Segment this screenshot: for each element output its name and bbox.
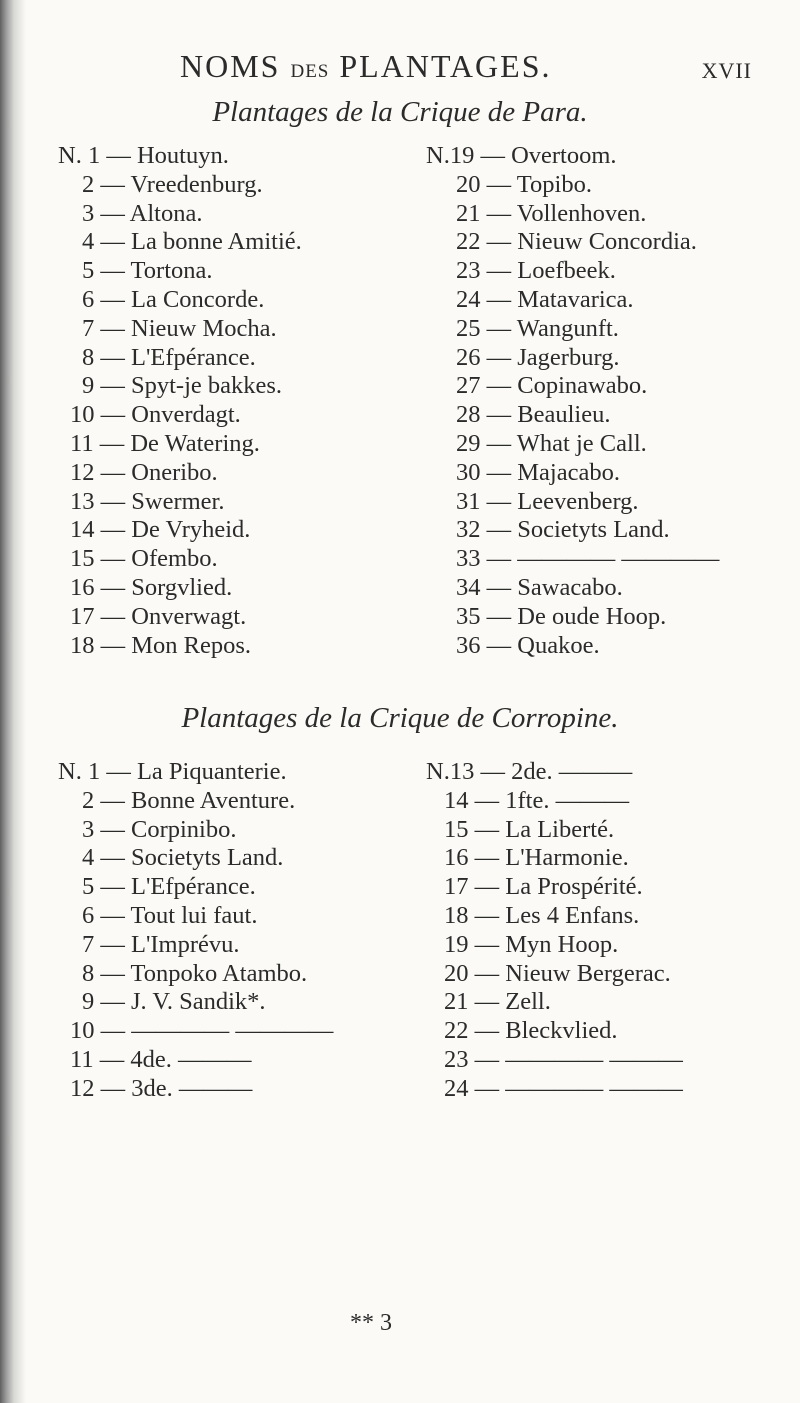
list-item: 5 — L'Efpérance. <box>82 873 256 901</box>
list-item: 21 — Vollenhoven. <box>456 199 647 227</box>
signature-mark: ** 3 <box>350 1310 392 1336</box>
list-item: N. 1 — Houtuyn. <box>58 142 229 169</box>
list-item: 4 — Societyts Land. <box>82 844 284 872</box>
list-item: 12 — Oneribo. <box>70 458 218 486</box>
list-item: 28 — Beaulieu. <box>456 401 611 429</box>
para-list-left <box>58 142 302 660</box>
header-title-des: DES <box>290 61 330 82</box>
list-item: 8 — Tonpoko Atambo. <box>82 959 308 987</box>
list-item: 27 — Copinawabo. <box>456 372 648 400</box>
list-item: 6 — Tout lui faut. <box>82 901 258 929</box>
list-item: 35 — De oude Hoop. <box>456 602 667 630</box>
list-item: 5 — Tortona. <box>82 257 213 285</box>
list-item: 34 — Sawacabo. <box>456 573 623 601</box>
list-item: 20 — Nieuw Bergerac. <box>444 959 671 987</box>
header-title-plantages: PLANTAGES. <box>339 48 552 84</box>
list-item: 14 — De Vryheid. <box>70 516 251 544</box>
list-item: 22 — Bleckvlied. <box>444 1017 618 1045</box>
list-item: 33 — ———— ———— <box>456 545 720 573</box>
list-item: 23 — ———— ——— <box>444 1045 683 1073</box>
corropine-list-left <box>58 758 333 1104</box>
list-item: 14 — 1fte. ——— <box>444 786 630 814</box>
running-header <box>180 48 760 85</box>
list-item: 10 — ———— ———— <box>70 1017 334 1045</box>
list-item: 8 — L'Efpérance. <box>82 343 256 371</box>
list-item: 20 — Topibo. <box>456 170 592 198</box>
list-item: 18 — Mon Repos. <box>70 631 252 659</box>
list-item: 17 — Onverwagt. <box>70 602 247 630</box>
list-item: 22 — Nieuw Concordia. <box>456 228 697 256</box>
list-item: N.13 — 2de. ——— <box>426 758 633 785</box>
list-item: 10 — Onverdagt. <box>70 401 241 429</box>
list-item: 16 — L'Harmonie. <box>444 844 629 872</box>
list-item: 15 — Ofembo. <box>70 545 218 573</box>
list-item: 15 — La Liberté. <box>444 815 615 843</box>
list-item: 12 — 3de. ——— <box>70 1074 253 1102</box>
list-item: 29 — What je Call. <box>456 429 647 457</box>
list-item: 19 — Myn Hoop. <box>444 930 619 958</box>
list-item: N.19 — Overtoom. <box>426 142 617 169</box>
corropine-list-right <box>426 758 683 1104</box>
section-title-corropine: Plantages de la Crique de Corropine. <box>181 702 619 734</box>
list-item: 26 — Jagerburg. <box>456 343 620 371</box>
list-item: 30 — Majacabo. <box>456 458 620 486</box>
list-item: 24 — Matavarica. <box>456 285 634 313</box>
list-item: 18 — Les 4 Enfans. <box>444 901 640 929</box>
list-item: 2 — Vreedenburg. <box>82 170 263 198</box>
list-item: 17 — La Prospérité. <box>444 873 643 901</box>
list-item: 21 — Zell. <box>444 988 551 1016</box>
para-list-right <box>426 142 719 660</box>
list-item: 9 — J. V. Sandik*. <box>82 988 266 1016</box>
list-item: 32 — Societyts Land. <box>456 516 670 544</box>
list-item: 4 — La bonne Amitié. <box>82 228 302 256</box>
list-item: 2 — Bonne Aventure. <box>82 786 296 814</box>
list-item: 9 — Spyt-je bakkes. <box>82 372 283 400</box>
list-item: 7 — Nieuw Mocha. <box>82 314 277 342</box>
list-item: 11 — 4de. ——— <box>70 1045 252 1073</box>
list-item: 7 — L'Imprévu. <box>82 930 240 958</box>
list-item: 11 — De Watering. <box>70 429 260 457</box>
list-item: 6 — La Concorde. <box>82 285 265 313</box>
list-item: 31 — Leevenberg. <box>456 487 639 515</box>
section-title-para: Plantages de la Crique de Para. <box>212 96 588 128</box>
list-item: 23 — Loefbeek. <box>456 257 616 285</box>
list-item: 25 — Wangunft. <box>456 314 619 342</box>
list-item: 16 — Sorgvlied. <box>70 573 233 601</box>
list-item: 36 — Quakoe. <box>456 631 600 659</box>
list-item: 24 — ———— ——— <box>444 1074 683 1102</box>
page-number: XVII <box>701 58 752 83</box>
list-item: N. 1 — La Piquanterie. <box>58 758 287 785</box>
list-item: 13 — Swermer. <box>70 487 225 515</box>
header-title-noms: NOMS <box>180 48 281 84</box>
list-item: 3 — Altona. <box>82 199 203 227</box>
list-item: 3 — Corpinibo. <box>82 815 237 843</box>
